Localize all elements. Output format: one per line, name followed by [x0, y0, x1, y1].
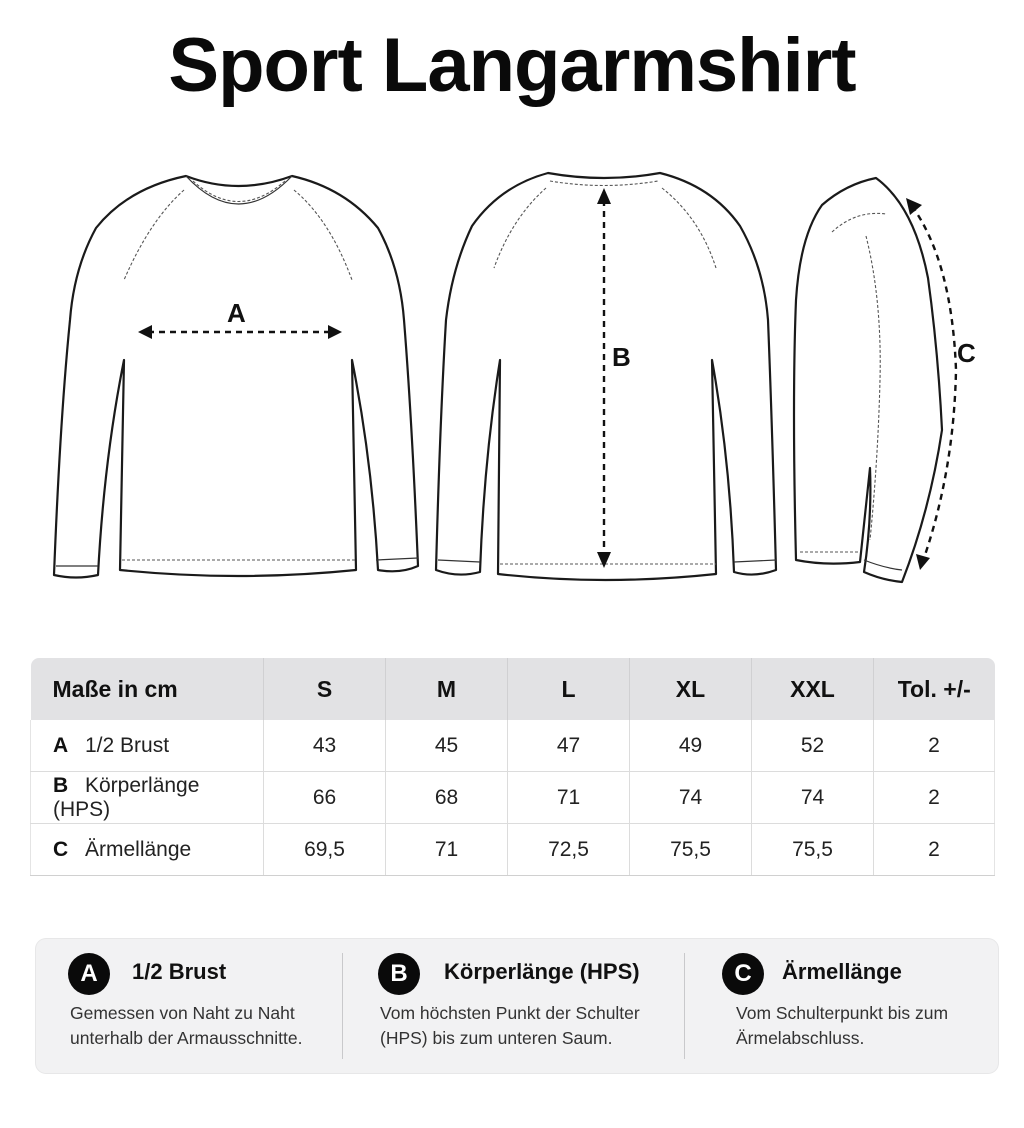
row-code: A — [53, 733, 69, 757]
cell-value: 43 — [264, 720, 386, 772]
garment-diagram — [0, 150, 1024, 600]
shirt-side-view — [794, 178, 942, 582]
row-code: C — [53, 837, 69, 861]
legend-item-c — [722, 939, 982, 1073]
table-row — [31, 824, 995, 876]
legend-title: Körperlänge (HPS) — [444, 959, 640, 984]
cell-value: 52 — [752, 720, 874, 772]
legend-description: Vom Schulterpunkt bis zum Ärmelabschluss. — [736, 1003, 949, 1048]
header-size-m: M — [386, 658, 508, 720]
legend-item-a — [68, 939, 338, 1073]
cell-value: 2 — [874, 720, 995, 772]
row-name: Ärmellänge — [85, 837, 192, 861]
legend-description: Vom höchsten Punkt der Schulter (HPS) bis zum unteren Saum. — [380, 1003, 640, 1048]
cell-value: 75,5 — [752, 824, 874, 876]
header-measure: Maße in cm — [31, 658, 264, 720]
measure-c-label: C — [957, 338, 976, 368]
cell-value: 68 — [386, 772, 508, 824]
cell-value: 71 — [508, 772, 630, 824]
page-title: Sport Langarmshirt — [168, 23, 856, 108]
row-code: B — [53, 773, 69, 797]
cell-value: 74 — [752, 772, 874, 824]
legend-badge-b: B — [378, 953, 420, 995]
table-row — [31, 720, 995, 772]
header-size-l: L — [508, 658, 630, 720]
cell-value: 69,5 — [264, 824, 386, 876]
size-table — [30, 658, 995, 876]
cell-value: 45 — [386, 720, 508, 772]
shirt-back-view — [436, 173, 776, 580]
garment-illustrations — [0, 150, 1024, 600]
header-tolerance: Tol. +/- — [874, 658, 995, 720]
header-size-s: S — [264, 658, 386, 720]
legend-title: Ärmellänge — [782, 959, 902, 984]
cell-value: 66 — [264, 772, 386, 824]
cell-value: 71 — [386, 824, 508, 876]
legend-title: 1/2 Brust — [132, 959, 227, 984]
header-size-xl: XL — [630, 658, 752, 720]
cell-value: 74 — [630, 772, 752, 824]
cell-value: 47 — [508, 720, 630, 772]
row-name: Körperlänge (HPS) — [53, 773, 200, 821]
shirt-front-view — [54, 176, 418, 578]
cell-value: 2 — [874, 772, 995, 824]
measure-a-label: A — [227, 298, 246, 328]
cell-value: 49 — [630, 720, 752, 772]
cell-value: 72,5 — [508, 824, 630, 876]
legend-description: Gemessen von Naht zu Naht unterhalb der Armausschnitte. — [70, 1003, 303, 1048]
table-header-row — [31, 658, 995, 720]
legend-divider — [684, 953, 685, 1059]
measure-b-label: B — [612, 342, 631, 372]
legend-item-b — [378, 939, 678, 1073]
row-label — [31, 720, 264, 772]
row-name: 1/2 Brust — [85, 733, 170, 757]
cell-value: 2 — [874, 824, 995, 876]
header-size-xxl: XXL — [752, 658, 874, 720]
legend-badge-a: A — [68, 953, 110, 995]
measurement-legend — [36, 939, 998, 1073]
row-label — [31, 824, 264, 876]
table-row — [31, 772, 995, 824]
legend-badge-c: C — [722, 953, 764, 995]
cell-value: 75,5 — [630, 824, 752, 876]
row-label — [31, 772, 264, 824]
legend-divider — [342, 953, 343, 1059]
